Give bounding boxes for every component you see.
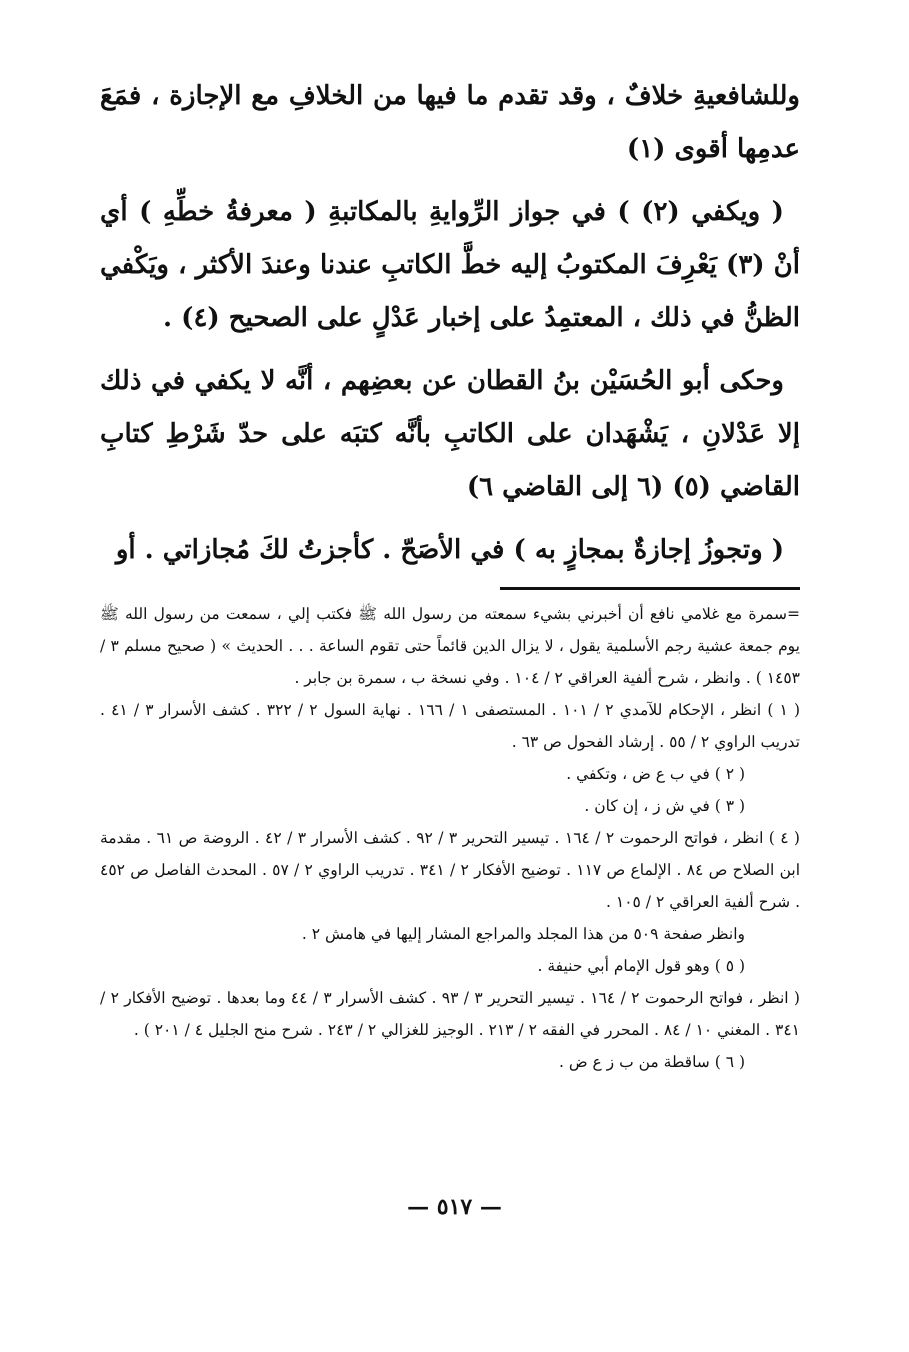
footnote-divider xyxy=(500,587,800,590)
footnotes xyxy=(100,598,800,1078)
footnote: ( ٢ ) في ب ع ض ، وتكفي . xyxy=(566,765,745,783)
footnote: وانظر صفحة ٥٠٩ من هذا المجلد والمراجع المشار إليها في هامش ٢ . xyxy=(301,925,745,943)
footnote: ( ٥ ) وهو قول الإمام أبي حنيفة . xyxy=(537,957,745,975)
footnote: =سمرة مع غلامي نافع أن أخبرني بشيء سمعته من رسول الله ﷺ فكتب إلي ، سمعت من رسول الله ﷺ يوم جمعة عشية رجم الأسلمية يقول ، لا يزال الدين قائماً حتى تقوم الساعة . . . الحديث » ( صحيح مسلم ٣ / ١٤٥٣ ) . وانظر ، شرح ألفية العراقي ٢ / ١٠٤ . وفي نسخة ب ، سمرة بن جابر . xyxy=(100,605,800,687)
main-paragraph: ( ويكفي (٢) ) في جواز الرِّوايةِ بالمكاتبةِ ( معرفةُ خطِّهِ ) أي أنْ (٣) يَعْرِفَ المكتوبُ إليه خطَّ الكاتبِ عندنا وعندَ الأكثر ، ويَكْفي الظنُّ في ذلك ، المعتمِدُ على إخبار عَدْلٍ على الصحيح (٤) . xyxy=(100,197,801,333)
main-text xyxy=(100,70,800,577)
footnote: ( ٤ ) انظر ، فواتح الرحموت ٢ / ١٦٤ . تيسير التحرير ٣ / ٩٢ . كشف الأسرار ٣ / ٤٢ . الروضة ص ٦١ . مقدمة ابن الصلاح ص ٨٤ . الإلماع ص ١١٧ . توضيح الأفكار ٢ / ٣٤١ . تدريب الراوي ٢ / ٥٧ . المحدث الفاصل ص ٤٥٢ . شرح ألفية العراقي ٢ / ١٠٥ . xyxy=(100,829,801,911)
main-paragraph: وللشافعيةِ خلافٌ ، وقد تقدم ما فيها من الخلافِ مع الإجازة ، فمَعَ عدمِها أقوى (١) xyxy=(100,81,800,164)
page-body xyxy=(100,70,800,1078)
footnote: ( ٣ ) في ش ز ، إن كان . xyxy=(584,797,745,815)
footnote: ( ١ ) انظر ، الإحكام للآمدي ٢ / ١٠١ . المستصفى ١ / ١٦٦ . نهاية السول ٢ / ٣٢٢ . كشف الأسرار ٣ / ٤١ . تدريب الراوي ٢ / ٥٥ . إرشاد الفحول ص ٦٣ . xyxy=(100,701,801,751)
footnote: ( انظر ، فواتح الرحموت ٢ / ١٦٤ . تيسير التحرير ٣ / ٩٣ . كشف الأسرار ٣ / ٤٤ وما بعدها . توضيح الأفكار ٢ / ٣٤١ . المغني ١٠ / ٨٤ . المحرر في الفقه ٢ / ٢١٣ . الوجيز للغزالي ٢ / ٢٤٣ . شرح منح الجليل ٤ / ٢٠١ ) . xyxy=(100,989,800,1039)
page-number: — ٥١٧ — xyxy=(407,1194,502,1220)
main-paragraph: وحكى أبو الحُسَيْن بنُ القطان عن بعضِهم ، أنَّه لا يكفي في ذلك إلا عَدْلانِ ، يَشْهَدان على الكاتبِ بأنَّه كتبَه على حدّ شَرْطِ كتابِ القاضي (٥) (٦ إلى القاضي ٦) xyxy=(100,366,800,502)
footnote: ( ٦ ) ساقطة من ب ز ع ض . xyxy=(558,1053,745,1071)
main-paragraph: ( وتجوزُ إجازةٌ بمجازٍ به ) في الأصَحّ . كأجزتُ لكَ مُجازاتي . أو xyxy=(115,535,784,565)
